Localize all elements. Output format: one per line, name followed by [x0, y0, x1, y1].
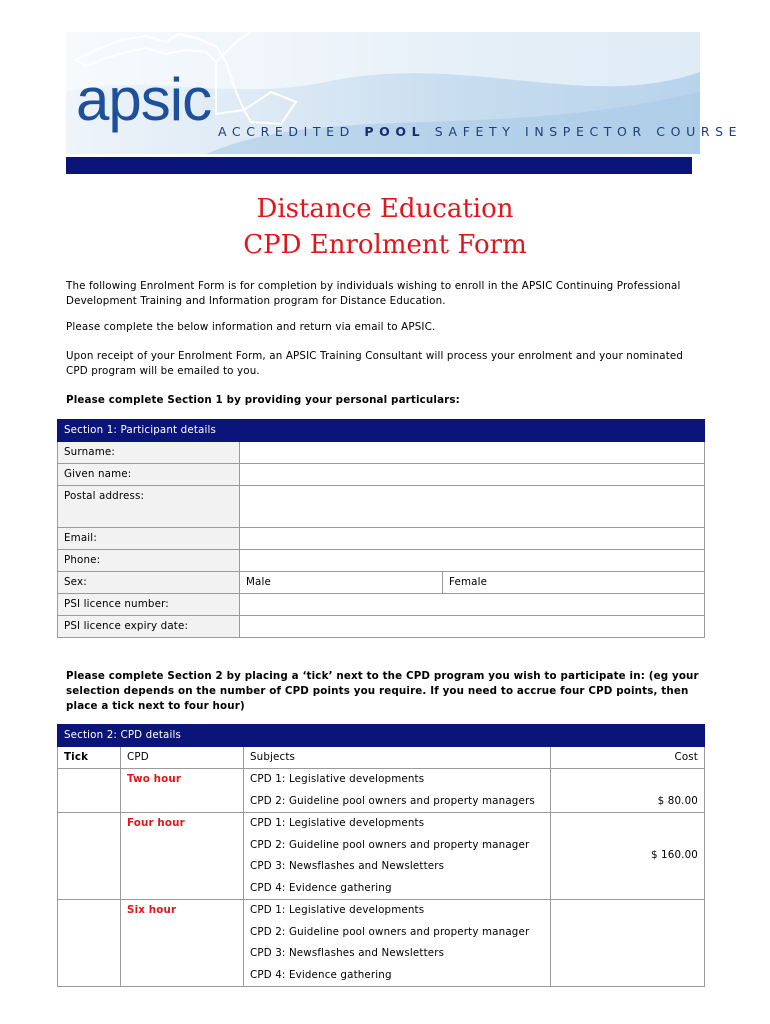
- program-name: Two hour: [127, 773, 182, 785]
- tick-box-two-hour[interactable]: [58, 769, 121, 813]
- apsic-logo: apsic: [76, 66, 212, 133]
- given-name-label: Given name:: [58, 464, 240, 486]
- receipt-instruction: Upon receipt of your Enrolment Form, an APSIC Training Consultant will process your enrolment and your nominated CPD program will be emailed to you.: [66, 350, 684, 377]
- program-row-four-hour: [58, 813, 705, 900]
- section2-instruction: Please complete Section 2 by placing a ‘tick’ next to the CPD program you wish to participate in: (eg your selection depends on the number of CPD points you require. If you need to accrue four CPD points, then place a tick next to four hour): [66, 670, 699, 712]
- return-instruction: Please complete the below information and return via email to APSIC.: [66, 321, 436, 333]
- email-field[interactable]: [240, 528, 705, 550]
- page-title-line2: CPD Enrolment Form: [243, 230, 527, 260]
- sex-male-option[interactable]: [240, 572, 443, 594]
- female-label: Female: [449, 576, 488, 588]
- header-divider-bar: [66, 157, 692, 174]
- program-cost: [557, 900, 698, 922]
- tick-box-six-hour[interactable]: [58, 900, 121, 987]
- subject-item: CPD 1: Legislative developments: [250, 904, 425, 916]
- psi-expiry-field[interactable]: [240, 616, 705, 638]
- postal-address-label: Postal address:: [58, 486, 240, 528]
- phone-label: Phone:: [58, 550, 240, 572]
- postal-address-field[interactable]: [240, 486, 705, 528]
- tick-box-four-hour[interactable]: [58, 813, 121, 900]
- surname-field[interactable]: [240, 442, 705, 464]
- subjects-column-header: Subjects: [244, 747, 551, 769]
- male-label: Male: [246, 576, 271, 588]
- cpd-column-header: CPD: [121, 747, 244, 769]
- page-title-line1: Distance Education: [256, 194, 514, 224]
- header-banner: [66, 32, 743, 154]
- participant-details-table: [57, 419, 705, 638]
- section1-header: Section 1: Participant details: [58, 420, 705, 442]
- subject-item: CPD 2: Guideline pool owners and property managers: [250, 794, 535, 807]
- psi-number-field[interactable]: [240, 594, 705, 616]
- subject-item: CPD 4: Evidence gathering: [250, 968, 392, 981]
- section1-instruction: Please complete Section 1 by providing your personal particulars:: [66, 394, 460, 406]
- given-name-field[interactable]: [240, 464, 705, 486]
- cpd-details-table: [57, 724, 705, 987]
- surname-label: Surname:: [58, 442, 240, 464]
- subject-item: CPD 1: Legislative developments: [250, 773, 425, 785]
- email-label: Email:: [58, 528, 240, 550]
- subject-item: CPD 2: Guideline pool owners and property manager: [250, 838, 530, 851]
- program-name: Six hour: [127, 904, 177, 916]
- intro-paragraph: The following Enrolment Form is for completion by individuals wishing to enroll in the APSIC Continuing Professional Development Training and Information program for Distance Education.: [66, 280, 681, 307]
- subject-item: CPD 2: Guideline pool owners and property manager: [250, 925, 530, 938]
- program-row-six-hour: [58, 900, 705, 987]
- psi-expiry-label: PSI licence expiry date:: [58, 616, 240, 638]
- subject-item: CPD 3: Newsflashes and Newsletters: [250, 947, 445, 959]
- phone-field[interactable]: [240, 550, 705, 572]
- subject-item: CPD 1: Legislative developments: [250, 817, 425, 829]
- program-name: Four hour: [127, 817, 185, 829]
- psi-number-label: PSI licence number:: [58, 594, 240, 616]
- subject-item: CPD 3: Newsflashes and Newsletters: [250, 860, 445, 872]
- sex-label: Sex:: [58, 572, 240, 594]
- program-cost: $ 80.00: [657, 794, 698, 807]
- tick-column-header: Tick: [58, 747, 121, 769]
- program-cost: $ 160.00: [650, 849, 698, 862]
- cost-column-header: Cost: [551, 747, 705, 769]
- subject-item: CPD 4: Evidence gathering: [250, 881, 392, 894]
- sex-female-option[interactable]: [443, 572, 705, 594]
- course-tagline: ACCREDITED POOL SAFETY INSPECTOR COURSE: [218, 124, 743, 139]
- section2-header: Section 2: CPD details: [58, 725, 705, 747]
- program-row-two-hour: [58, 769, 705, 813]
